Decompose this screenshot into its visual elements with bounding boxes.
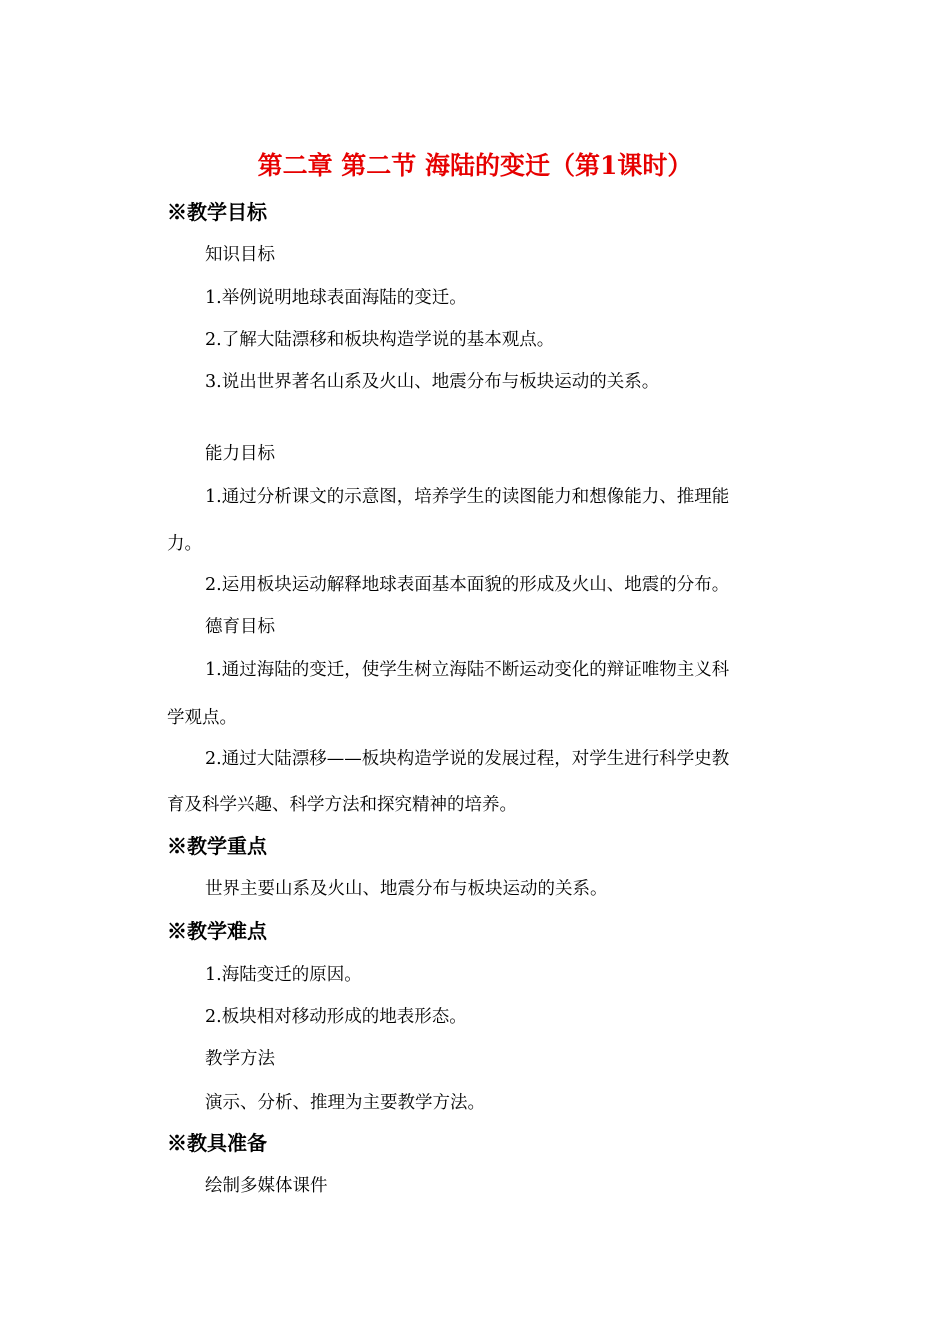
teaching-method-text: 演示、分析、推理为主要教学方法。 (205, 1093, 485, 1113)
moral-goal-item: 2.通过大陆漂移——板块构造学说的发展过程，对学生进行科学史教 (205, 749, 730, 769)
ability-goal-item: 1.通过分析课文的示意图，培养学生的读图能力和想像能力、推理能 (205, 487, 730, 507)
difficulty-item: 1.海陆变迁的原因。 (205, 965, 362, 985)
moral-goal-item: 1.通过海陆的变迁，使学生树立海陆不断运动变化的辩证唯物主义科 (205, 660, 730, 680)
moral-goals-label: 德育目标 (205, 617, 275, 637)
page-title: 第二章 第二节 海陆的变迁（第1课时） (257, 151, 693, 180)
section-heading-tools: ※教具准备 (167, 1131, 267, 1155)
ability-goal-item: 2.运用板块运动解释地球表面基本面貌的形成及火山、地震的分布。 (205, 575, 730, 595)
tools-text: 绘制多媒体课件 (205, 1176, 328, 1196)
moral-goal-item-continued: 育及科学兴趣、科学方法和探究精神的培养。 (167, 795, 517, 815)
ability-goals-label: 能力目标 (205, 444, 275, 464)
moral-goal-item-continued: 学观点。 (167, 708, 237, 728)
teaching-method-label: 教学方法 (205, 1049, 275, 1069)
section-heading-key-points: ※教学重点 (167, 834, 267, 858)
difficulty-item: 2.板块相对移动形成的地表形态。 (205, 1007, 467, 1027)
section-heading-difficulties: ※教学难点 (167, 919, 267, 943)
section-heading-teaching-goals: ※教学目标 (167, 200, 267, 224)
knowledge-goal-item: 3.说出世界著名山系及火山、地震分布与板块运动的关系。 (205, 372, 660, 392)
knowledge-goals-label: 知识目标 (205, 245, 275, 265)
key-points-text: 世界主要山系及火山、地震分布与板块运动的关系。 (205, 879, 608, 899)
ability-goal-item-continued: 力。 (167, 534, 202, 554)
knowledge-goal-item: 1.举例说明地球表面海陆的变迁。 (205, 288, 467, 308)
knowledge-goal-item: 2.了解大陆漂移和板块构造学说的基本观点。 (205, 330, 555, 350)
